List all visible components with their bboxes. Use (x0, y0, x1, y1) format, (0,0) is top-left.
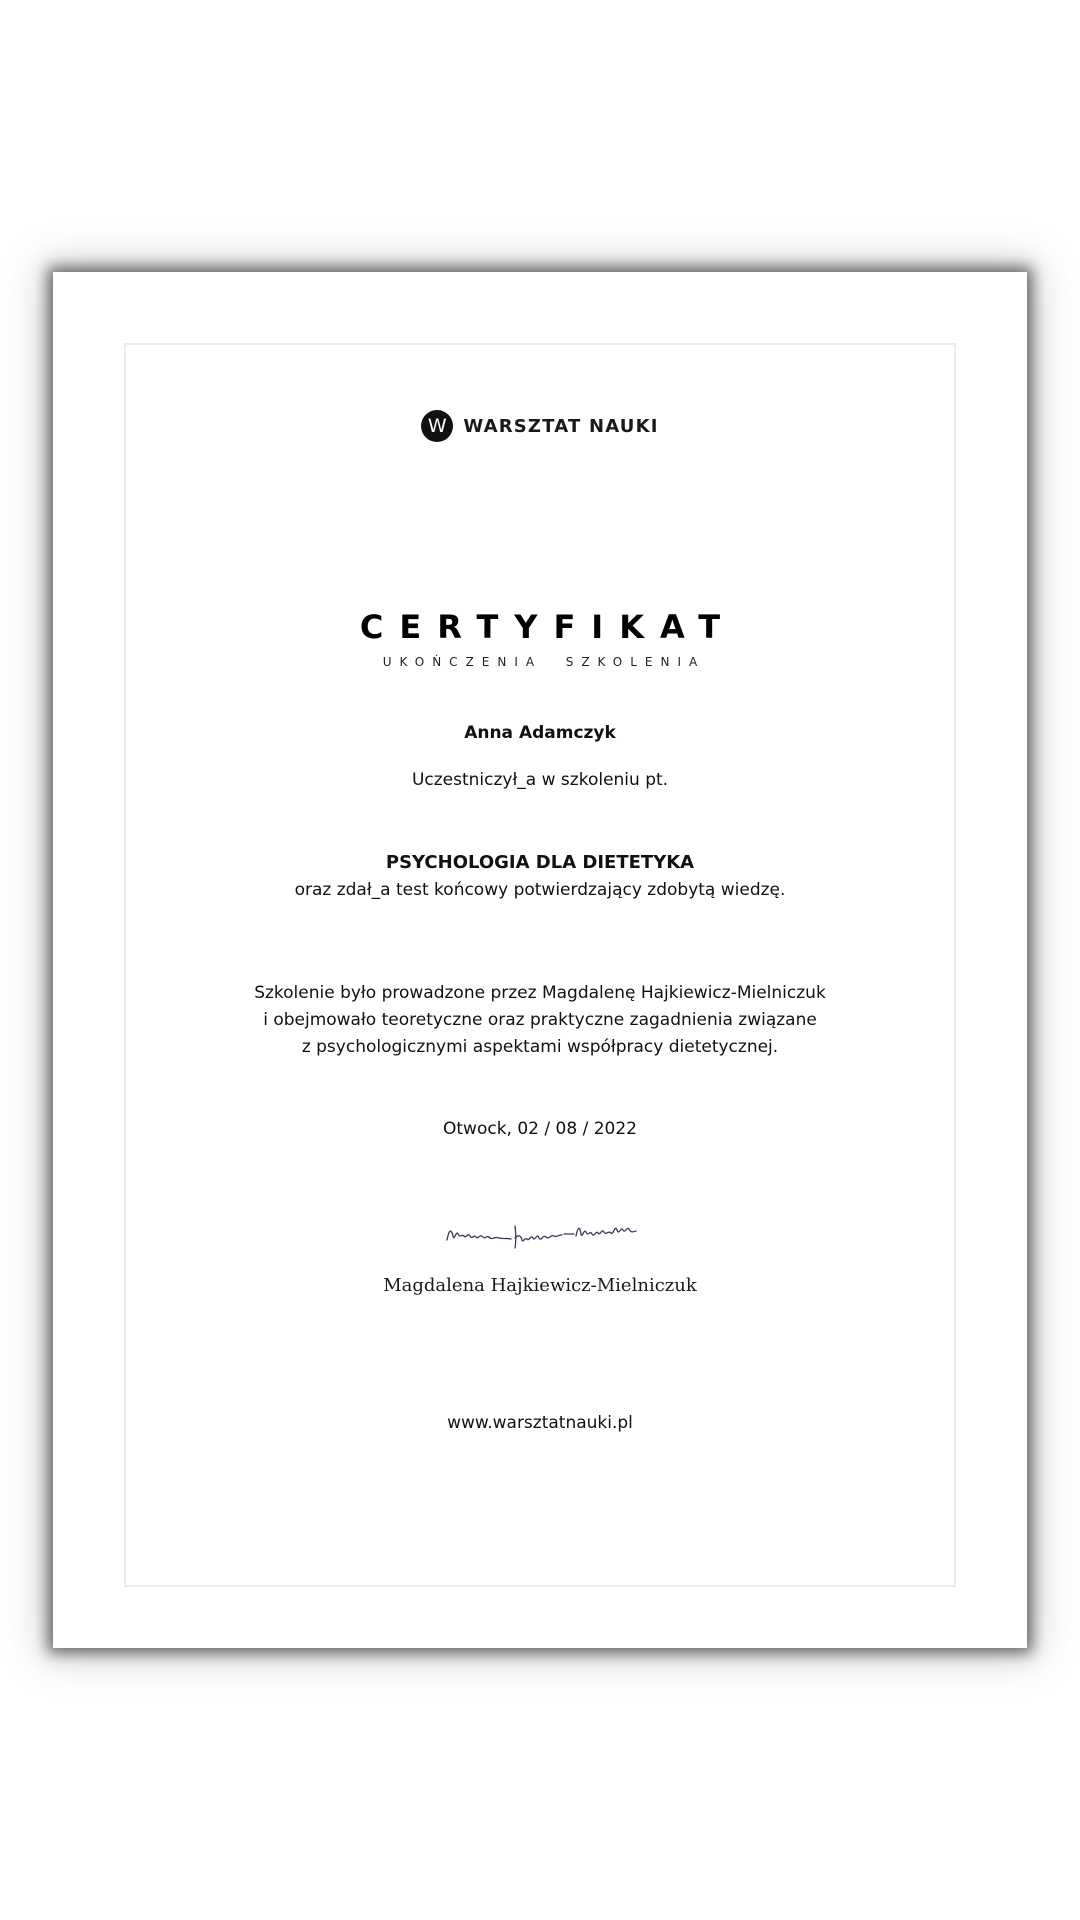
website-link[interactable]: www.warsztatnauki.pl (447, 1413, 633, 1433)
course-description (53, 980, 1027, 1061)
certificate-frame (124, 343, 956, 1587)
signer-name: Magdalena Hajkiewicz-Mielniczuk (383, 1275, 697, 1296)
handwritten-signature (443, 1212, 643, 1252)
logo-text: WARSZTAT NAUKI (463, 415, 659, 437)
logo (53, 410, 1027, 442)
certificate-page (53, 272, 1027, 1648)
certificate-subtitle: UKOŃCZENIA SZKOLENIA (382, 655, 706, 669)
certificate-title: CERTYFIKAT (359, 608, 737, 646)
description-line: z psychologicznymi aspektami współpracy dietetycznej. (301, 1037, 779, 1057)
course-title: PSYCHOLOGIA DLA DIETETYKA (385, 852, 695, 873)
description-line: i obejmowało teoretyczne oraz praktyczne zagadnienia związane (263, 1010, 817, 1030)
logo-mark: W (421, 410, 453, 442)
place-date: Otwock, 02 / 08 / 2022 (443, 1119, 637, 1139)
participation-text: Uczestniczył_a w szkoleniu pt. (411, 770, 669, 790)
description-line: Szkolenie było prowadzone przez Magdalenę Hajkiewicz-Mielniczuk (254, 983, 826, 1003)
recipient-name: Anna Adamczyk (464, 723, 616, 743)
passed-text: oraz zdał_a test końcowy potwierdzający zdobytą wiedzę. (294, 880, 786, 900)
